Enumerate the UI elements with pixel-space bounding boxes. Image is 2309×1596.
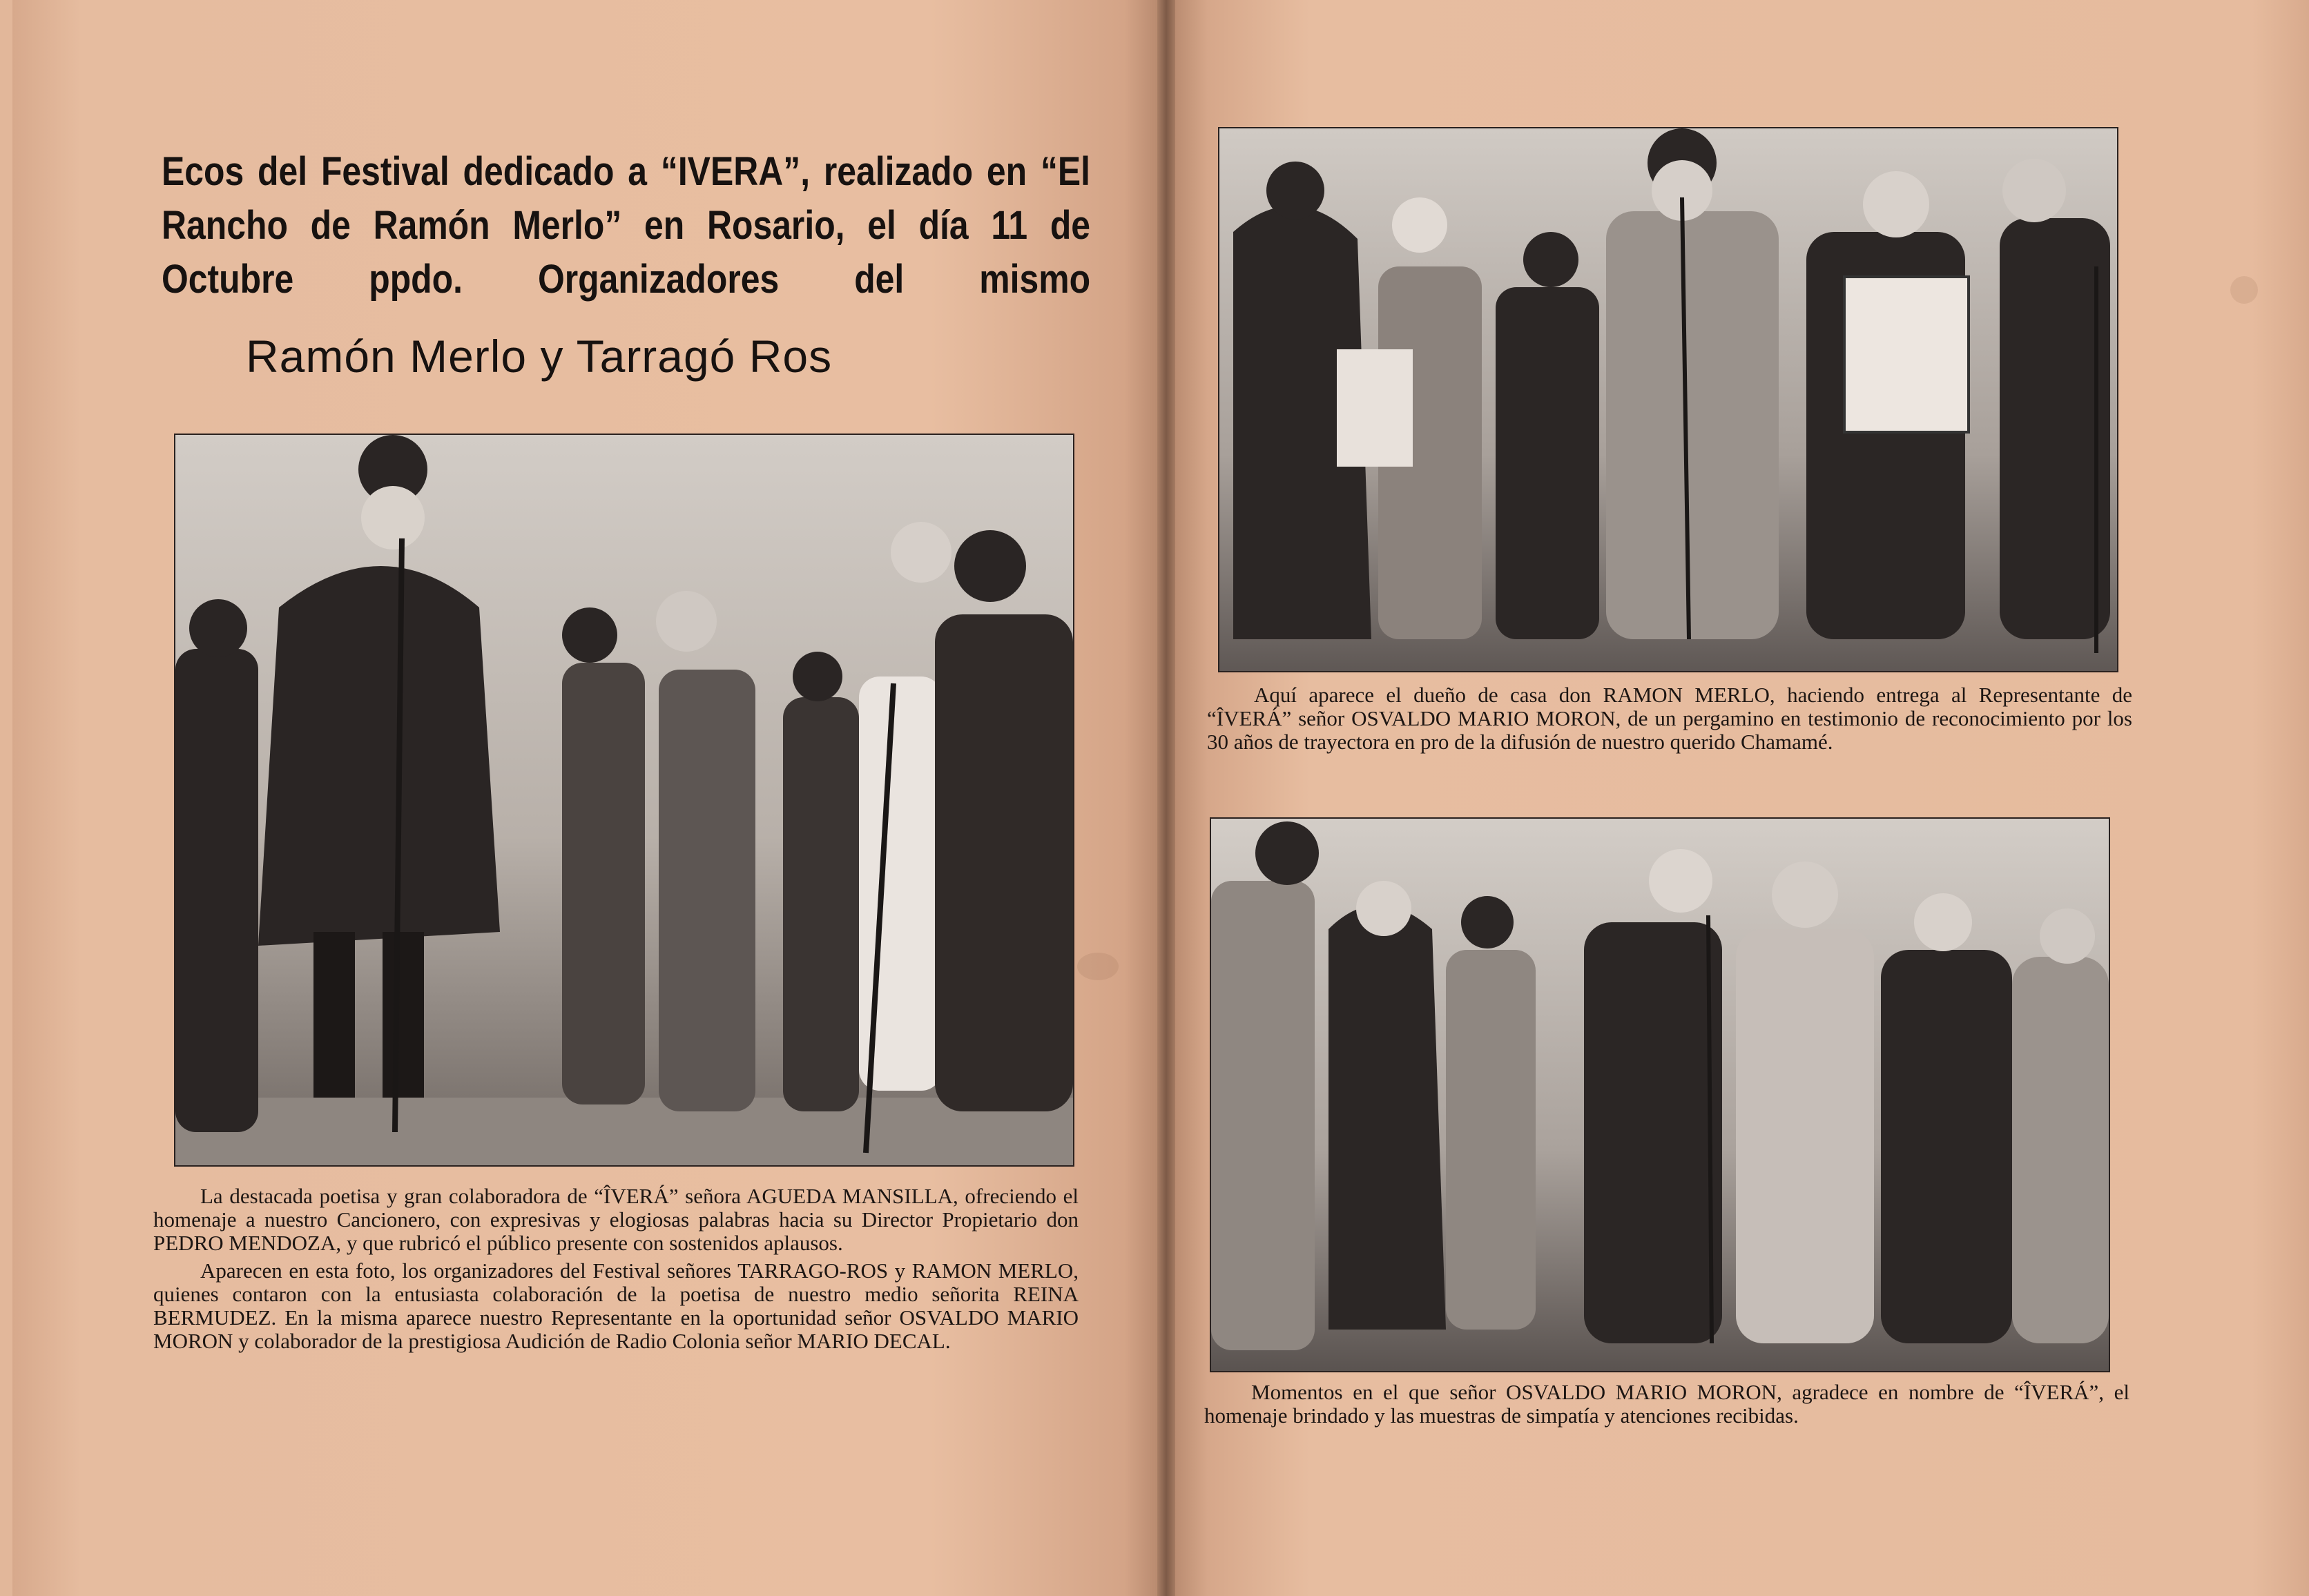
stage-photo-thanks-speech xyxy=(1210,817,2110,1372)
paper-stain xyxy=(2230,276,2258,304)
left-caption xyxy=(153,1185,1079,1357)
stage-photo-parchment-presentation xyxy=(1218,127,2118,672)
stage-photo-poet-speaking-image xyxy=(175,435,1073,1165)
right-caption-top: Aquí aparece el dueño de casa don RAMON MERLO, haciendo entrega al Representante de “ÎVERÁ” señor OSVALDO MARIO MORON, de un pergamino en testimonio de reconocimiento por los 30 años de trayectora en pro de la difusión de nuestro querido Chamamé. xyxy=(1207,683,2132,754)
page-gutter xyxy=(1157,0,1175,1596)
right-caption-bottom: Momentos en el que señor OSVALDO MARIO MORON, agradece en nombre de “ÎVERÁ”, el homenaje brindado y las muestras de simpatía y atenciones recibidas. xyxy=(1204,1380,2129,1428)
stage-photo-parchment-presentation-image xyxy=(1219,128,2117,671)
paper-stain xyxy=(1077,953,1119,980)
left-caption-paragraph-1: La destacada poetisa y gran colaboradora de “ÎVERÁ” señora AGUEDA MANSILLA, ofreciendo el homenaje a nuestro Cancionero, con expresivas y elogiosas palabras hacia su Director Propietario don PEDRO MENDOZA, y que rubricó el público presente con sostenidos aplausos. xyxy=(153,1184,1079,1255)
stage-photo-thanks-speech-image xyxy=(1211,819,2109,1371)
article-headline: Ecos del Festival dedicado a “IVERA”, realizado en “El Rancho de Ramón Merlo” en Rosario, el día 11 de Octubre ppdo. Organizadores del mismo xyxy=(162,149,1091,302)
stage-photo-poet-speaking xyxy=(174,434,1074,1167)
article-subtitle: Ramón Merlo y Tarragó Ros xyxy=(246,331,833,382)
left-caption-paragraph-2: Aparecen en esta foto, los organizadores del Festival señores TARRAGO-ROS y RAMON MERLO, quienes contaron con la entusiasta colaboración de la poetisa de nuestro medio señorita REINA BERMUDEZ. En la misma aparece nuestro Representante en la oportunidad señor OSVALDO MARIO MORON y colaborador de la prestigiosa Audición de Radio Colonia señor MARIO DECAL. xyxy=(153,1258,1079,1353)
